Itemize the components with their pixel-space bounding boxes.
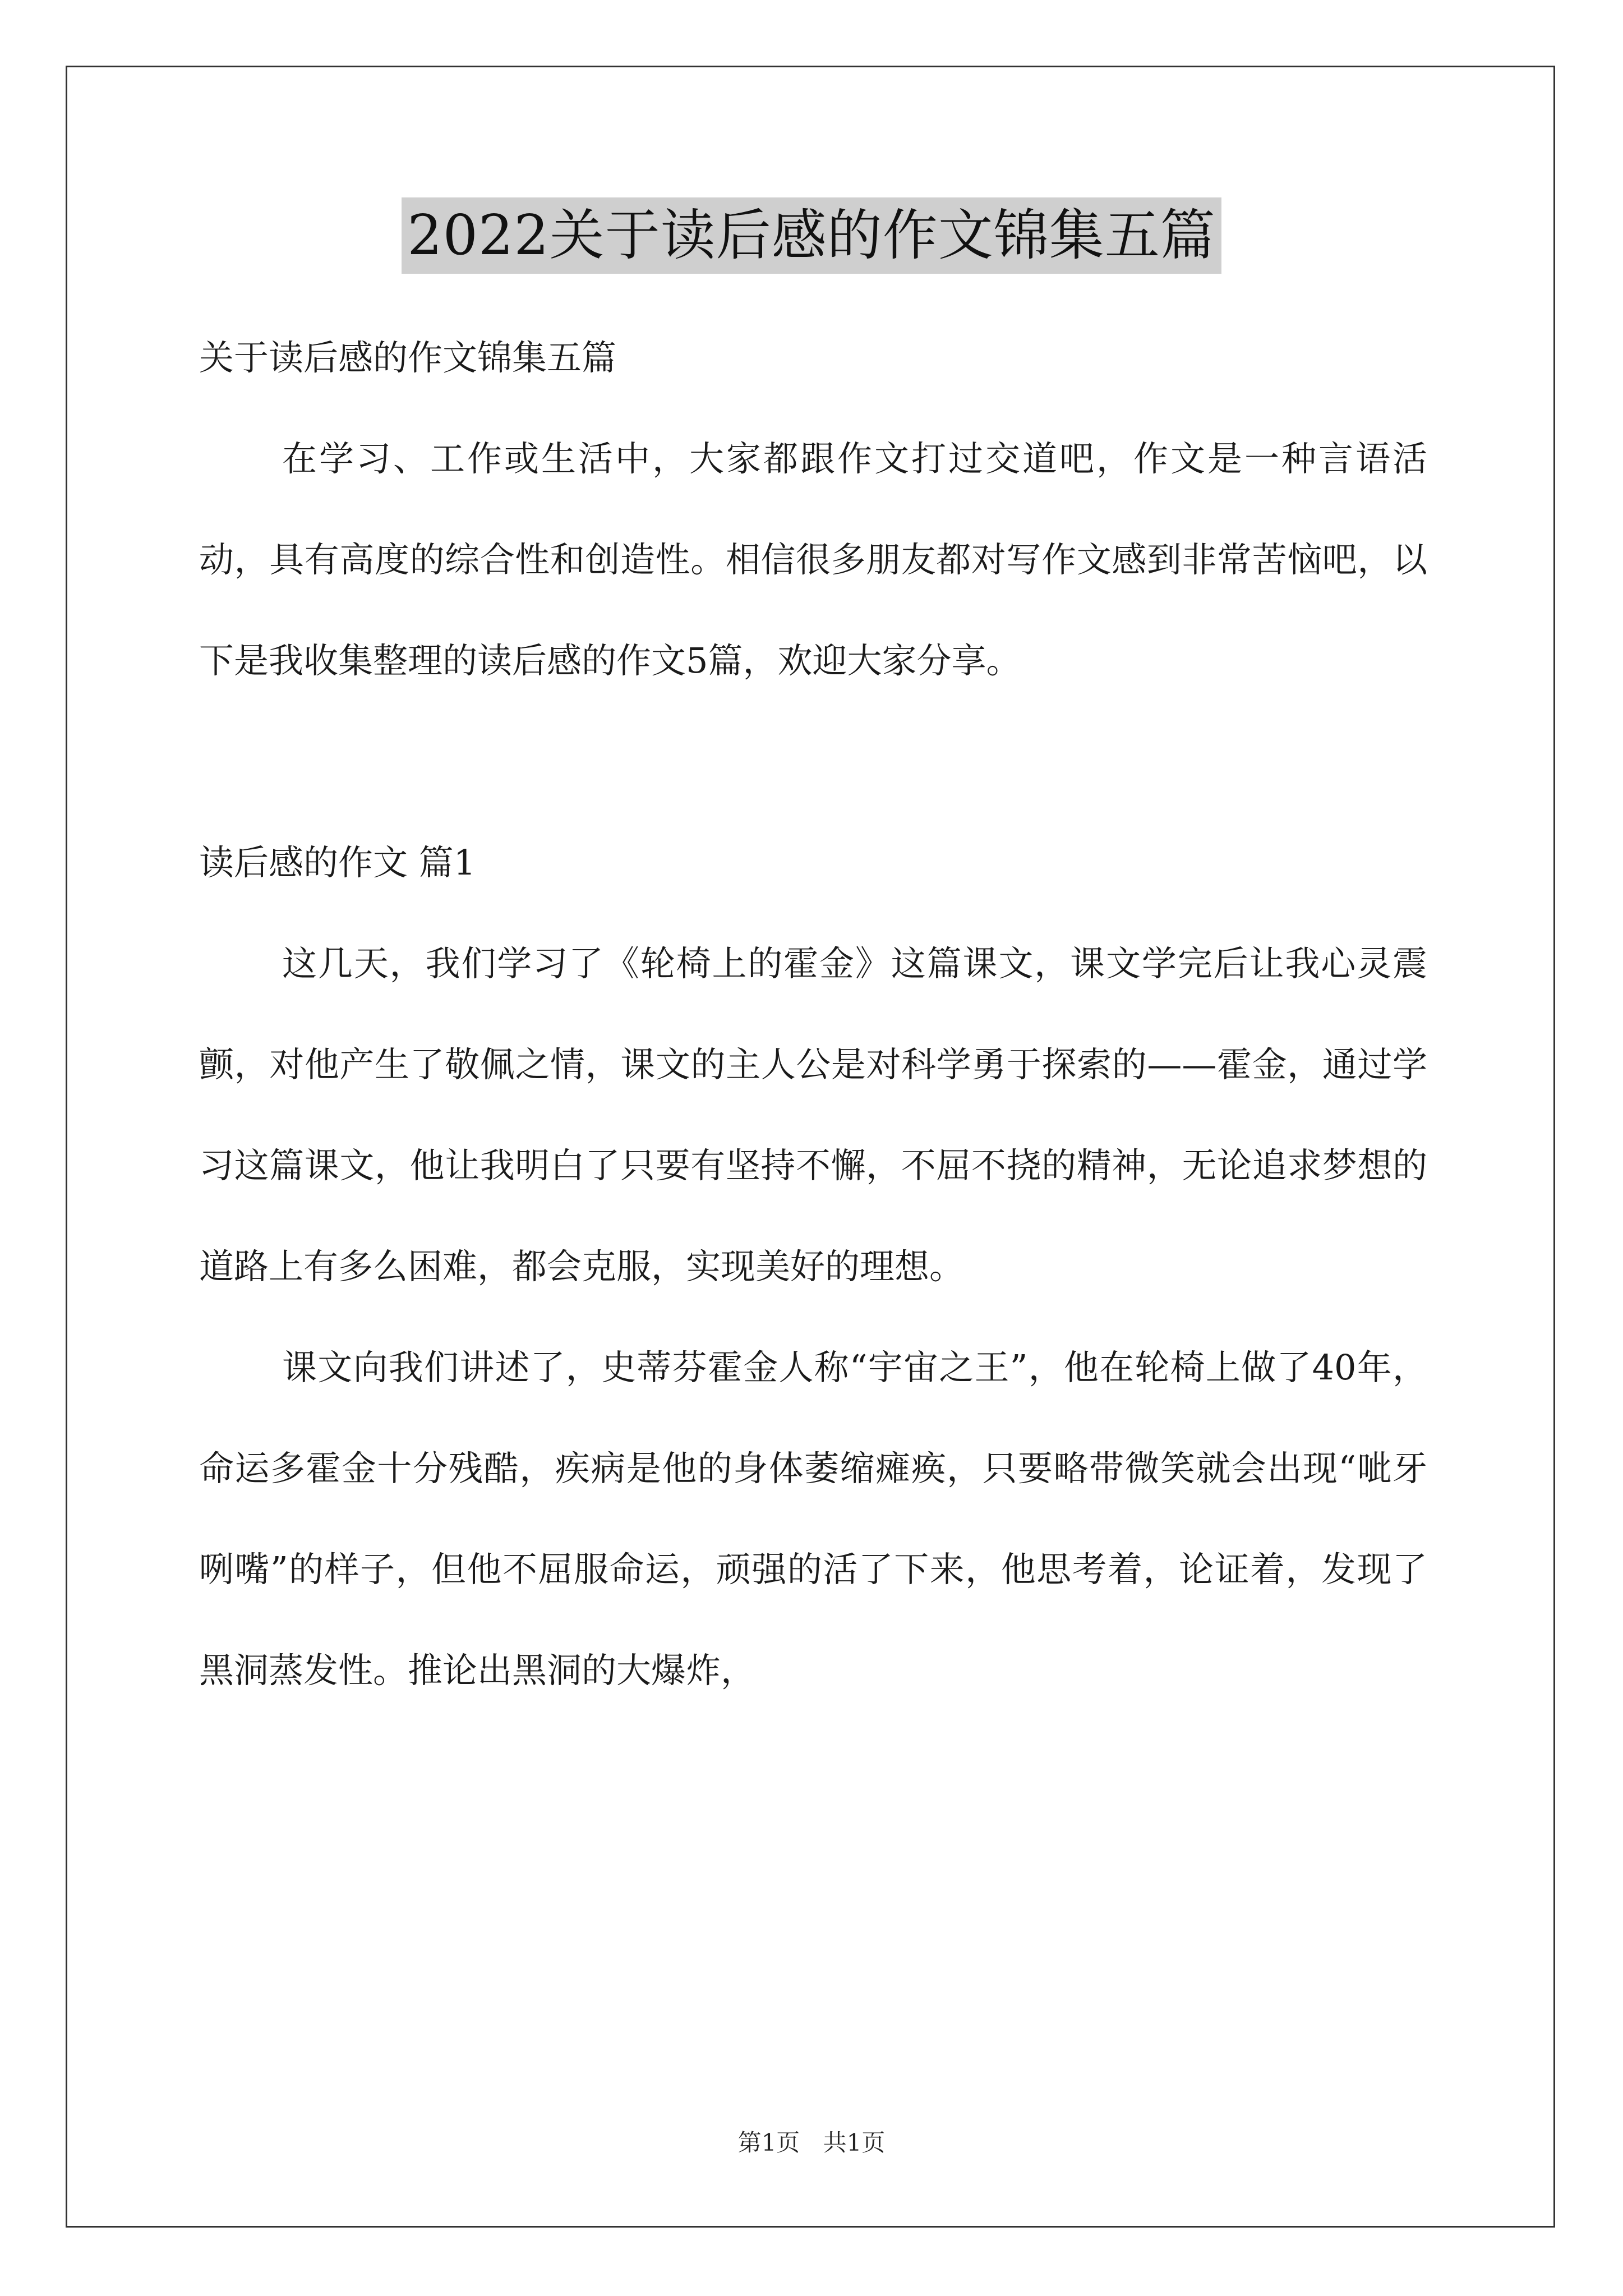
- page-number: 第1页: [737, 2129, 800, 2156]
- page-total: 共1页: [823, 2129, 886, 2156]
- body-paragraph: 课文向我们讲述了，史蒂芬霍金人称“宇宙之王”，他在轮椅上做了40年，命运多霍金十分残酷，疾病是他的身体萎缩瘫痪，只要略带微笑就会出现“呲牙咧嘴”的样子，但他不屈服命运，顽强的活了下来，他思考着，论证着，发现了黑洞蒸发性。推论出黑洞的大爆炸，: [199, 1347, 1427, 1691]
- document-title: 2022关于读后感的作文锦集五篇: [402, 197, 1221, 274]
- document-body: [199, 307, 1427, 1721]
- page-footer: [0, 2127, 1623, 2159]
- document-subtitle: 关于读后感的作文锦集五篇: [199, 337, 617, 378]
- section-heading: 读后感的作文 篇1: [199, 842, 476, 883]
- section-spacer: [199, 711, 1427, 812]
- intro-paragraph: 在学习、工作或生活中，大家都跟作文打过交道吧，作文是一种言语活动，具有高度的综合性和创造性。相信很多朋友都对写作文感到非常苦恼吧，以下是我收集整理的读后感的作文5篇，欢迎大家分享。: [199, 438, 1427, 681]
- body-paragraph: 这几天，我们学习了《轮椅上的霍金》这篇课文，课文学完后让我心灵震颤，对他产生了敬佩之情，课文的主人公是对科学勇于探索的——霍金，通过学习这篇课文，他让我明白了只要有坚持不懈，不屈不挠的精神，无论追求梦想的道路上有多么困难，都会克服，实现美好的理想。: [199, 943, 1427, 1287]
- title-container: [0, 197, 1623, 274]
